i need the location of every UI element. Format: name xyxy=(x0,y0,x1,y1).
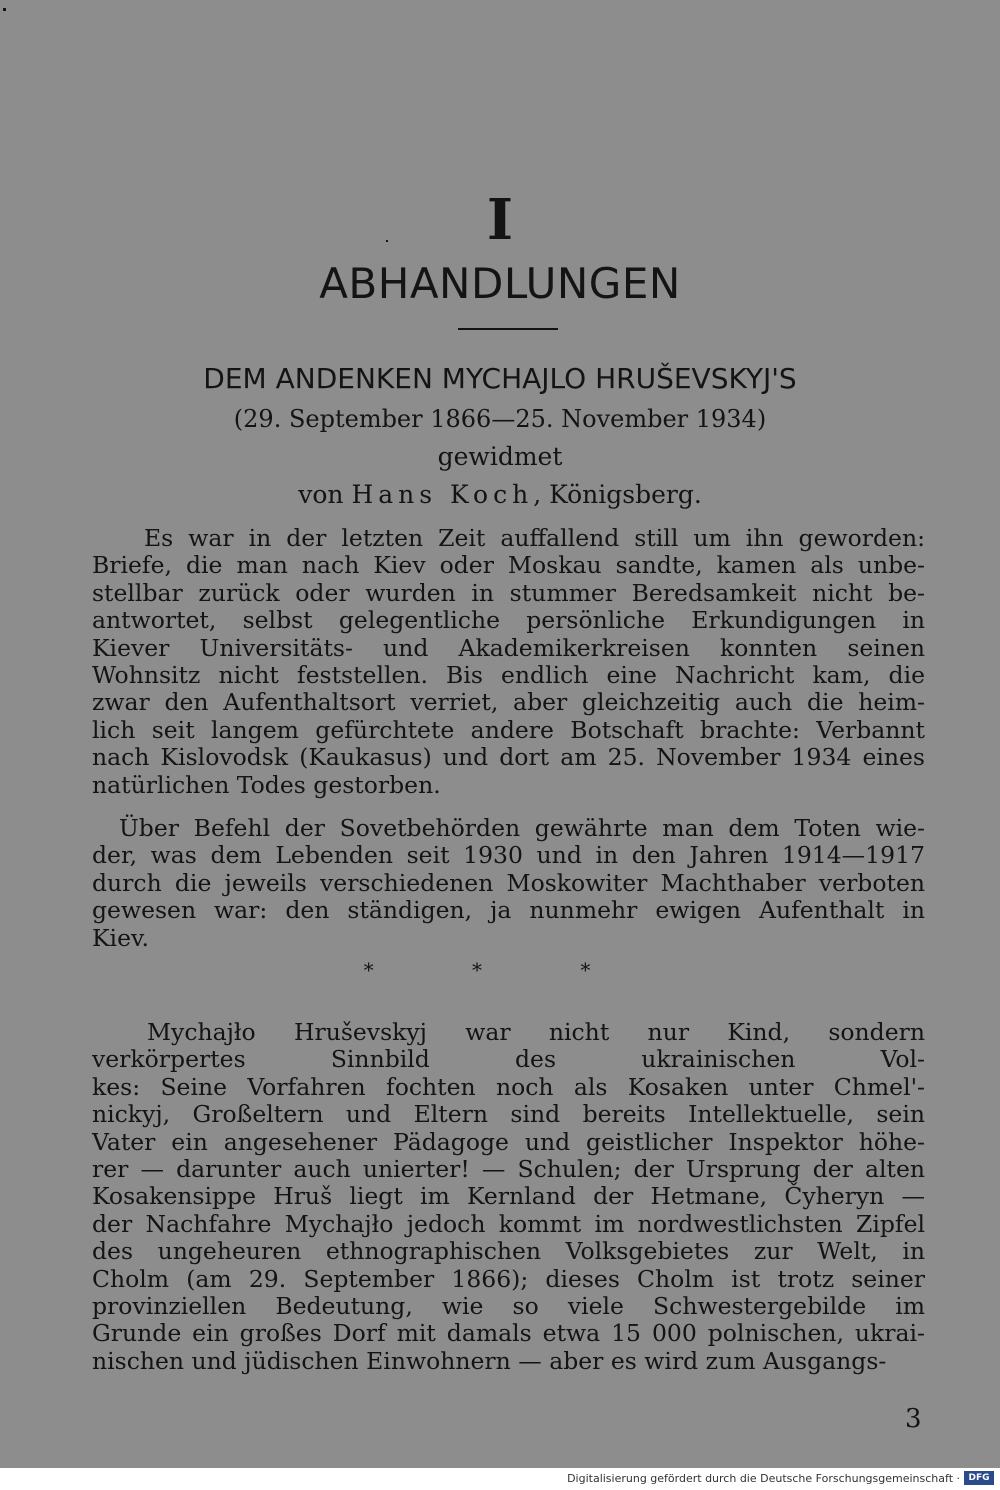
text-line: verkörpertes Sinnbild des ukrainischen Vol- xyxy=(92,1045,925,1074)
text-line: Kosakensippe Hruš liegt im Kernland der Hetmane, Čyheryn — xyxy=(92,1182,925,1211)
text-line: stellbar zurück oder wurden in stummer Beredsamkeit nicht be- xyxy=(92,578,925,607)
section-title: ABHANDLUNGEN xyxy=(319,259,681,308)
byline-prefix: von xyxy=(298,480,344,509)
text-line: des ungeheuren ethnographischen Volksgebietes zur Welt, in xyxy=(92,1237,925,1266)
text-line: der, was dem Lebenden seit 1930 und in den Jahren 1914—1917 xyxy=(92,841,925,870)
text-line: provinziellen Bedeutung, wie so viele Schwestergebilde im xyxy=(92,1291,925,1320)
paragraph-2 xyxy=(92,815,925,952)
text-line: zwar den Aufenthaltsort verriet, aber gleichzeitig auch die heim- xyxy=(92,688,925,717)
text-line: durch die jeweils verschiedenen Moskowiter Machthaber verboten xyxy=(92,868,925,897)
article-title: DEM ANDENKEN MYCHAJLO HRUŠEVSKYJ'S xyxy=(203,362,797,395)
text-line: Briefe, die man nach Kiev oder Moskau sandte, kamen als unbe- xyxy=(92,551,925,580)
paragraph-1 xyxy=(92,525,925,799)
byline xyxy=(0,478,1000,512)
text-line: Wohnsitz nicht feststellen. Bis endlich eine Nachricht kam, die xyxy=(92,660,925,689)
article-dates: (29. September 1866—25. November 1934) xyxy=(233,405,767,433)
text-line: nischen und jüdischen Einwohnern — aber es wird zum Ausgangs- xyxy=(92,1346,887,1375)
dfg-logo: DFG xyxy=(964,1471,994,1485)
text-line: der Nachfahre Mychajło jedoch kommt im nordwestlichsten Zipfel xyxy=(92,1209,925,1238)
scan-artifact-dot xyxy=(3,8,6,11)
author-location: , Königsberg. xyxy=(533,480,702,509)
title-divider xyxy=(458,328,558,330)
author-name: Hans Koch xyxy=(351,480,534,509)
text-line: Es war in der letzten Zeit auffallend still um ihn geworden: xyxy=(144,524,925,552)
text-line: kes: Seine Vorfahren fochten noch als Kosaken unter Chmel'- xyxy=(92,1072,925,1101)
section-separator: * * * xyxy=(363,958,637,982)
footer-bar xyxy=(0,1468,1000,1490)
text-line: rer — darunter auch unierter! — Schulen; der Ursprung der alten xyxy=(92,1154,925,1183)
page-number: 3 xyxy=(905,1404,922,1434)
part-number: I xyxy=(486,187,514,253)
text-line: gewesen war: den ständigen, ja nunmehr ewigen Aufenthalt in xyxy=(92,896,925,925)
paragraph-3 xyxy=(92,1019,925,1375)
text-line: natürlichen Todes gestorben. xyxy=(92,770,441,799)
text-line: lich seit langem gefürchtete andere Botschaft brachte: Verbannt xyxy=(92,715,925,744)
text-line: Mychajło Hruševskyj war nicht nur Kind, sondern xyxy=(147,1018,925,1046)
text-line: Kiev. xyxy=(92,923,149,952)
text-line: Vater ein angesehener Pädagoge und geistlicher Inspektor höhe- xyxy=(92,1127,925,1156)
text-line: Cholm (am 29. September 1866); dieses Cholm ist trotz seiner xyxy=(92,1264,925,1293)
dedication: gewidmet xyxy=(437,442,563,471)
footer-credit: Digitalisierung gefördert durch die Deutsche Forschungsgemeinschaft · xyxy=(567,1472,960,1485)
text-line: nach Kislovodsk (Kaukasus) und dort am 25. November 1934 eines xyxy=(92,743,925,772)
text-line: Über Befehl der Sovetbehörden gewährte man dem Toten wie- xyxy=(119,814,925,842)
text-line: Grunde ein großes Dorf mit damals etwa 15 000 polnischen, ukrai- xyxy=(92,1319,925,1348)
text-line: antwortet, selbst gelegentliche persönliche Erkundigungen in xyxy=(92,606,925,635)
text-line: nickyj, Großeltern und Eltern sind bereits Intellektuelle, sein xyxy=(92,1100,925,1129)
text-line: Kiever Universitäts- und Akademikerkreisen konnten seinen xyxy=(92,633,925,662)
